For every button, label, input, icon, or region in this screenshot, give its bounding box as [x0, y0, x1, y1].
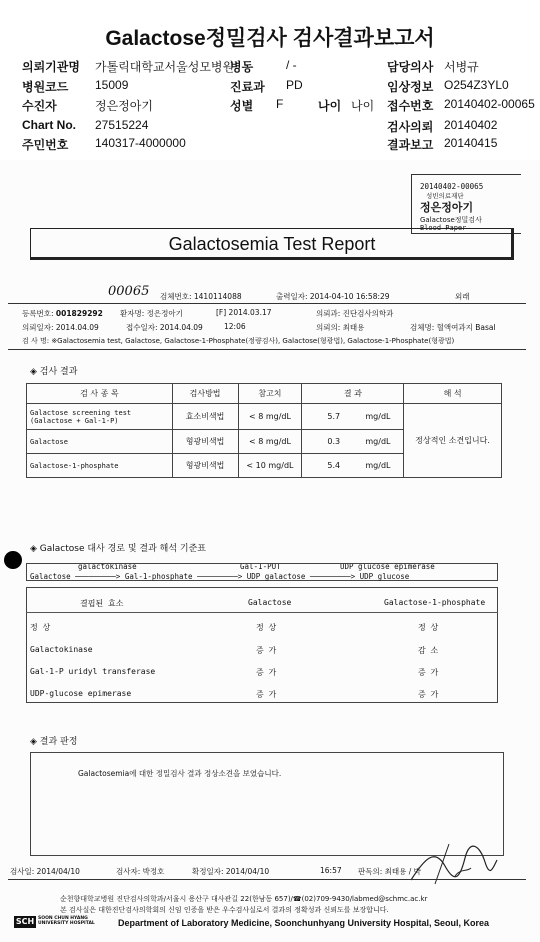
enzyme-epimerase: UDP glucose epimerase [340, 562, 435, 571]
hospital-code-value: 15009 [95, 78, 129, 92]
result-item: Galactose-1-phosphate [27, 454, 173, 478]
report-value: 20140415 [444, 136, 498, 150]
lab-certification: 본 검사실은 대한진단검사의학회의 신임 인증을 받은 우수검사실로서 결과의 정확성과 신뢰도를 보장합니다. [60, 906, 389, 914]
receipt-time: 12:06 [224, 322, 246, 331]
report-label: 결과보고 [387, 138, 434, 152]
patient-name: 환자명: 정은정아기 [120, 309, 183, 318]
enzyme-row-g1p: 증 가 [418, 668, 439, 677]
report-title: Galactosemia Test Report [168, 234, 376, 254]
signature-icon [405, 838, 500, 888]
request-value: 20140402 [444, 118, 498, 132]
receipt-value: 20140402-00065 [444, 97, 535, 111]
result-method: 형광비색법 [172, 430, 238, 454]
confirm-time: 16:57 [320, 866, 342, 875]
result-item: Galactose screening test (Galactose + Gal-1-P) [27, 404, 173, 430]
results-header-method: 검사방법 [172, 384, 238, 404]
info-divider [8, 303, 526, 304]
results-header-ref: 참고치 [238, 384, 302, 404]
results-section-title: ◈ 검사 결과 [30, 367, 78, 377]
ward-value: / - [286, 58, 297, 72]
clinical-label: 임상정보 [387, 80, 434, 94]
stamp-line4: Blood Paper [420, 224, 467, 232]
sex-value: F [276, 97, 284, 111]
outpatient-label: 외래 [455, 292, 470, 301]
stamp-name: 정은정아기 [420, 201, 474, 214]
stamp-line3: Galactose정밀검사 [420, 216, 482, 224]
results-header-item: 검 사 종 목 [27, 384, 173, 404]
request-date: 의뢰일자: 2014.04.09 [22, 323, 99, 332]
receipt-date: 접수일자: 2014.04.09 [126, 323, 203, 332]
enzyme-row-gal: 증 가 [256, 646, 277, 655]
lab-department: Department of Laboratory Medicine, Soonchunhyang University Hospital, Seoul, Korea [118, 918, 490, 928]
judgement-text: Galactosemia에 대한 정밀검사 결과 정상소견을 보였습니다. [78, 769, 282, 778]
result-value-cell [302, 430, 404, 454]
result-value: 5.4 [327, 461, 341, 470]
results-table [26, 383, 502, 478]
pathway-flow: Galactose ─────────> Gal-1-phosphate ─────────> UDP galactose ─────────> UDP glucose [30, 572, 410, 581]
result-interpretation: 정상적인 소견입니다. [404, 404, 502, 478]
enzyme-header-g1p: Galactose-1-phosphate [384, 598, 486, 607]
enzyme-row-gal: 증 가 [256, 668, 277, 677]
patient-label: 수진자 [22, 99, 57, 113]
dept-value: PD [286, 78, 303, 92]
request-org: 의뢰과: 진단검사의학과 [316, 309, 394, 318]
enzyme-gal1put: Gal-1-PUT [240, 562, 281, 571]
reader: 판독의: 최태용 / 박 [358, 867, 421, 876]
chart-value: 27515224 [95, 118, 149, 132]
hospital-code-label: 병원코드 [22, 80, 69, 94]
enzyme-row-name: 정 상 [30, 623, 51, 632]
sex-birth: [F] 2014.03.17 [216, 308, 272, 317]
request-doctor: 의뢰의: 최태용 [316, 323, 365, 332]
print-date: 출력일자: 2014-04-10 16:58:29 [276, 292, 390, 301]
enzyme-row-name: Galactokinase [30, 645, 93, 654]
result-item: Galactose [27, 430, 173, 454]
enzyme-galactokinase: galactokinase [78, 562, 137, 571]
judgement-section-title: ◈ 결과 판정 [30, 737, 78, 747]
table-row [27, 404, 502, 430]
scan-hole-mark [4, 551, 22, 569]
enzyme-header-divider [26, 612, 498, 613]
rrn-label: 주민번호 [22, 138, 69, 152]
stamp-line1: 20140402-00065 [420, 182, 484, 191]
info-divider-2 [8, 349, 526, 350]
results-header-interp: 해 석 [404, 384, 502, 404]
hospital-logo-text: SOON CHUN HYANG UNIVERSITY HOSPITAL [38, 916, 95, 926]
test-names: 검 사 명: ※Galactosemia test, Galactose, Galactose-1-Phosphate(정량검사), Galactose(형광법), Galactose-1-Phosphate(형광법) [22, 337, 455, 345]
tester: 검사자: 박정호 [116, 867, 165, 876]
result-unit: mg/dL [365, 461, 391, 470]
enzyme-header-deficient: 결핍된 효소 [80, 599, 124, 608]
pathway-section-title: ◈ Galactose 대사 경로 및 결과 해석 기준표 [30, 544, 206, 554]
result-value: 5.7 [327, 412, 341, 421]
confirm-date: 확정일자: 2014/04/10 [192, 867, 270, 876]
result-value-cell [302, 404, 404, 430]
dept-label: 진료과 [230, 80, 265, 94]
result-method: 형광비색법 [172, 454, 238, 478]
enzyme-row-g1p: 정 상 [418, 623, 439, 632]
patient-value: 정은정아기 [95, 99, 153, 113]
result-ref: < 8 mg/dL [238, 404, 302, 430]
enzyme-row-gal: 정 상 [256, 623, 277, 632]
result-unit: mg/dL [365, 437, 391, 446]
enzyme-row-g1p: 증 가 [418, 690, 439, 699]
hospital-logo: SCH [15, 917, 35, 926]
age-value: 나이 [351, 99, 375, 113]
stamp-line2: 성빈의료재단 [426, 192, 464, 200]
enzyme-row-gal: 증 가 [256, 690, 277, 699]
age-label: 나이 [318, 99, 342, 113]
clinical-value: O254Z3YL0 [444, 78, 509, 92]
test-date: 검사일: 2014/04/10 [10, 867, 80, 876]
footer-divider [8, 879, 526, 880]
page-title: Galactose정밀검사 검사결과보고서 [105, 27, 435, 50]
doctor-value: 서병규 [444, 60, 479, 74]
ward-label: 병동 [230, 60, 254, 74]
specimen-name: 검체명: 혈액여과지 Basal [410, 323, 496, 332]
result-unit: mg/dL [365, 412, 391, 421]
sample-no: 검체번호: 1410114088 [160, 292, 242, 301]
request-label: 검사의뢰 [387, 120, 434, 134]
result-value-cell [302, 454, 404, 478]
result-ref: < 10 mg/dL [238, 454, 302, 478]
enzyme-header-galactose: Galactose [248, 598, 292, 607]
reg-no: 등록번호: 001829292 [22, 309, 103, 318]
sex-label: 성별 [230, 99, 254, 113]
result-ref: < 8 mg/dL [238, 430, 302, 454]
enzyme-row-name: Gal-1-P uridyl transferase [30, 667, 156, 676]
results-header-result: 결 과 [302, 384, 404, 404]
handwritten-number: 00065 [108, 284, 150, 299]
result-method: 효소비색법 [172, 404, 238, 430]
institution-value: 가톨릭대학교서울성모병원 [95, 60, 235, 74]
result-value: 0.3 [327, 437, 341, 446]
enzyme-row-g1p: 감 소 [418, 646, 439, 655]
enzyme-row-name: UDP-glucose epimerase [30, 689, 132, 698]
chart-label: Chart No. [22, 118, 76, 132]
institution-label: 의뢰기관명 [22, 60, 80, 74]
rrn-value: 140317-4000000 [95, 136, 186, 150]
doctor-label: 담당의사 [387, 60, 434, 74]
receipt-label: 접수번호 [387, 99, 434, 113]
lab-address: 순천향대학교병원 진단검사의학과/서울시 용산구 대사관길 22(한남동 657)/☎(02)709-9430/labmed@schmc.ac.kr [60, 895, 428, 903]
